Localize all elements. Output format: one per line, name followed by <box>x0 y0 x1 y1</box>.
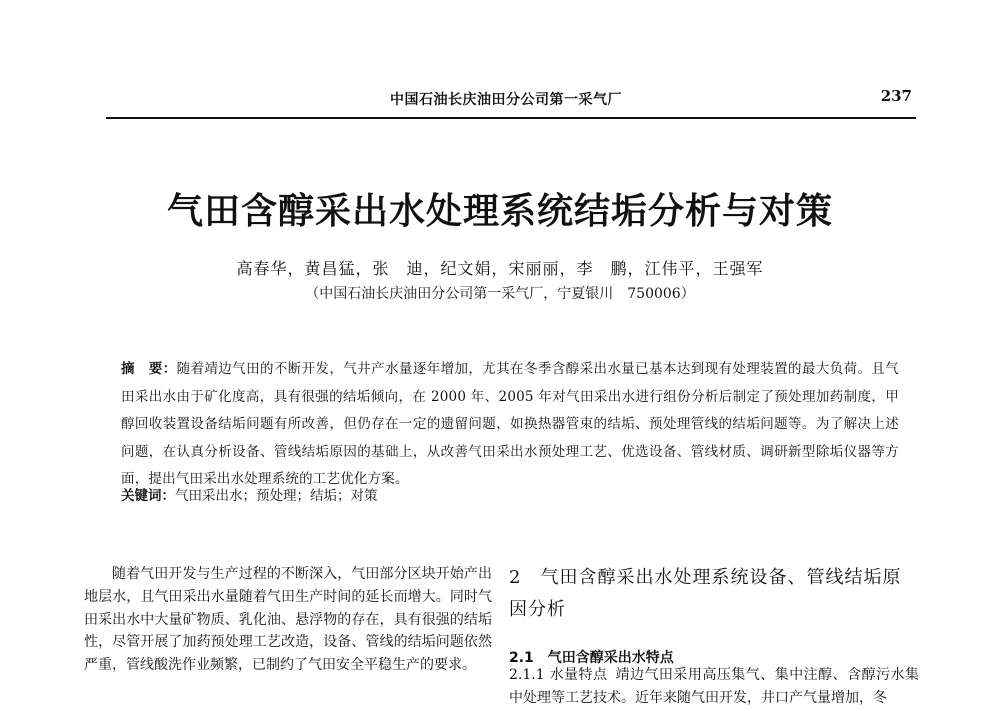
subsubsection-text: 靖边气田采用高压集气、集中注醇、含醇污水集中处理等工艺技术。近年来随气田开发，井口产气量增加，冬 <box>509 667 920 706</box>
subsection-heading: 2.1 气田含醇采出水特点 <box>509 650 674 666</box>
running-header: 中国石油长庆油田分公司第一采气厂 <box>390 92 622 108</box>
intro-paragraph: 随着气田开发与生产过程的不断深入，气田部分区块开始产出地层水，且气田采出水量随着气田生产时间的延长而增大。同时气田采出水中大量矿物质、乳化油、悬浮物的存在，具有很强的结垢性，尽管开展了加药预处理工艺改造，设备、管线的结垢问题依然严重，管线酸洗作业频繁，已制约了气田安全平稳生产的要求。 <box>84 566 492 674</box>
subsubsection-number: 2.1.1 <box>509 667 545 683</box>
abstract-label: 摘 要： <box>121 361 177 377</box>
abstract <box>121 356 899 494</box>
keywords-text: 气田采出水；预处理；结垢；对策 <box>175 488 378 504</box>
section-heading: 2 气田含醇采出水处理系统设备、管线结垢原因分析 <box>509 567 902 620</box>
subsubsection-label: 水量特点 <box>549 667 608 683</box>
keywords <box>121 484 899 504</box>
abstract-text: 随着靖边气田的不断开发，气井产水量逐年增加，尤其在冬季含醇采出水量已基本达到现有处理装置的最大负荷。且气田采出水由于矿化度高，具有很强的结垢倾向，在 2000 年、2005 年对气田采出水进行组份分析后制定了预处理加药制度，甲醇回收装置设备结垢问题有所改善，但仍存在一定的遗留问题，如换热器管束的结垢、预处理管线的结垢问题等。为了解决上述问题，在认真分析设备、管线结垢原因的基础上，从改善气田采出水预处理工艺、优选设备、管线材质、调研新型除垢仪器等方面，提出气田采出水处理系统的工艺优化方案。 <box>121 361 899 487</box>
header-divider <box>106 117 916 119</box>
author-list: 高春华，黄昌猛，张 迪，纪文娟，宋丽丽，李 鹏，江伟平，王强军 <box>236 259 764 278</box>
affiliation: （中国石油长庆油田分公司第一采气厂，宁夏银川 750006） <box>305 286 695 302</box>
page-number: 237 <box>880 87 912 105</box>
paper-title: 气田含醇采出水处理系统结垢分析与对策 <box>166 191 833 232</box>
keywords-label: 关键词： <box>121 488 175 504</box>
subsection-paragraph <box>509 664 919 710</box>
